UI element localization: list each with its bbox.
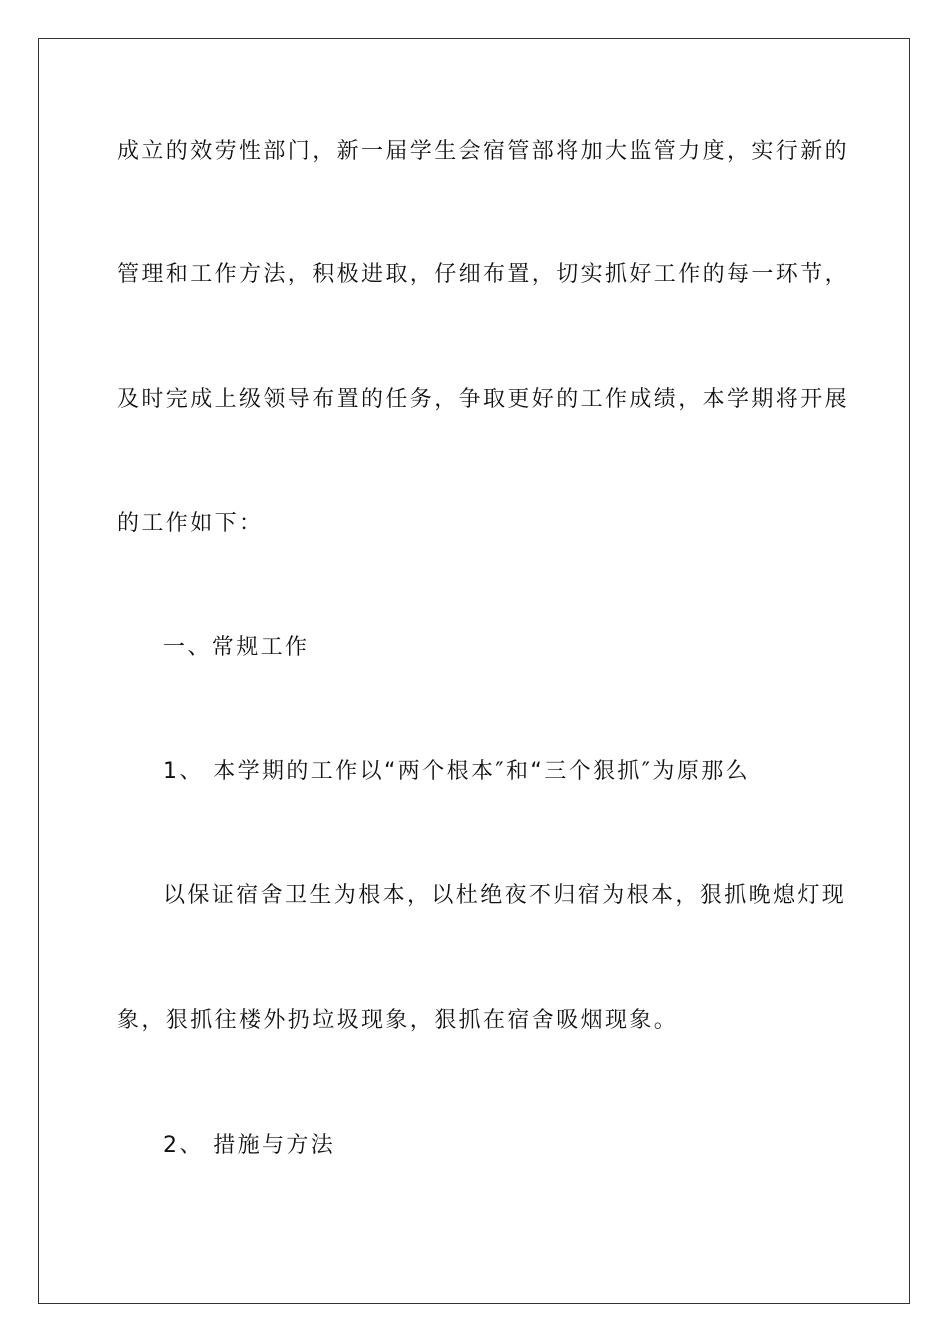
section-heading: 一、常规工作 (163, 635, 310, 660)
list-item-2: 2、 措施与方法 (163, 1133, 336, 1158)
list-item-1: 1、 本学期的工作以“两个根本″和“三个狠抓″为原那么 (163, 759, 751, 784)
paragraph-line-1: 成立的效劳性部门，新一届学生会宿管部将加大监管力度，实行新的 (117, 139, 850, 164)
paragraph-line-6: 象，狠抓往楼外扔垃圾现象，狠抓在宿舍吸烟现象。 (117, 1008, 679, 1033)
paragraph-line-4: 的工作如下： (117, 511, 264, 536)
paragraph-line-5: 以保证宿舍卫生为根本，以杜绝夜不归宿为根本，狠抓晚熄灯现 (163, 883, 847, 908)
page-border (38, 38, 910, 1304)
paragraph-line-2: 管理和工作方法，积极进取，仔细布置，切实抓好工作的每一环节， (117, 262, 850, 287)
paragraph-line-3: 及时完成上级领导布置的任务，争取更好的工作成绩，本学期将开展 (117, 387, 850, 412)
